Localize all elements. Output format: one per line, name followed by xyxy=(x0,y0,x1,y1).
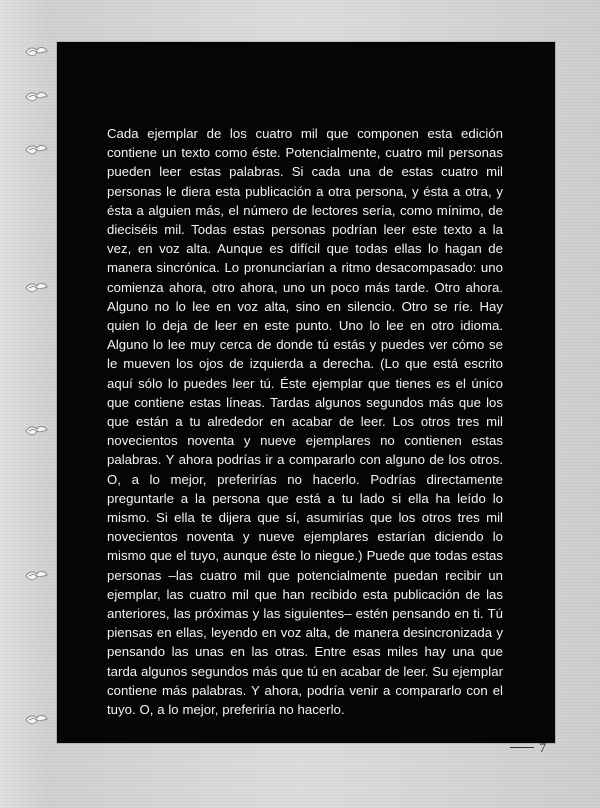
binding-hole-icon xyxy=(22,711,50,729)
binding-hole-icon xyxy=(22,279,50,297)
binding-hole-icon xyxy=(22,88,50,106)
binding-hole-icon xyxy=(22,43,50,61)
folio-rule xyxy=(510,747,534,748)
binding-holes xyxy=(22,0,58,808)
binding-hole-icon xyxy=(22,141,50,159)
body-text: Cada ejemplar de los cuatro mil que componen esta edición contiene un texto como éste. Potencialmente, cuatro mil personas pueden leer estas palabras. Si cada una de estas cuatro mil personas le diera esta publicación a otra persona, y ésta a otra, y ésta a alguien más, el número de lectores sería, como mínimo, de dieciséis mil. Todas estas personas podrían leer este texto a la vez, en voz alta. Aunque es difícil que todas ellas lo hagan de manera sincrónica. Lo pronunciarían a ritmo desacompasado: uno comienza ahora, otro ahora, uno un poco más tarde. Otro ahora. Alguno no lo lee en voz alta, sino en silencio. Otro se ríe. Hay quien lo deja de leer en este punto. Uno lo lee en otro idioma. Alguno lo lee muy cerca de donde tú estás y puedes ver cómo se le mueven los ojos de izquierda a derecha. (Lo que está escrito aquí sólo lo puedes leer tú. Éste ejemplar que tienes es el único que contiene estas líneas. Tardas algunos segundos más que los que están a tu alrededor en acabar de leer. Los otros tres mil novecientos noventa y nueve ejemplares no contienen estas palabras. Y ahora podrías ir a compararlo con alguno de los otros. O, a lo mejor, preferirías no hacerlo. Podrías directamente preguntarle a la persona que está a tu lado si ella ha leído lo mismo. Si ella te dijera que sí, asumirías que los otros tres mil novecientos noventa y nueve ejemplares estarían diciendo lo mismo que el tuyo, aunque éste lo niegue.) Puede que todas estas personas –las cuatro mil que potencialmente puedan recibir un ejemplar, las cuatro mil que han recibido esta publicación de las anteriores, las próximas y las siguientes– estén pensando en ti. Tú piensas en ellas, leyendo en voz alta, de manera desincronizada y pensando las unas en las otras. Entre esas miles hay una que tarda algunos segundos más que tú en acabar de leer. Su ejemplar contiene más palabras. Y ahora, podría venir a compararlo con el tuyo. O, a lo mejor, preferiría no hacerlo. xyxy=(107,126,503,718)
binding-hole-icon xyxy=(22,422,50,440)
binding-hole-icon xyxy=(22,567,50,585)
page-folio xyxy=(510,741,547,754)
page-number: 7 xyxy=(539,740,546,755)
